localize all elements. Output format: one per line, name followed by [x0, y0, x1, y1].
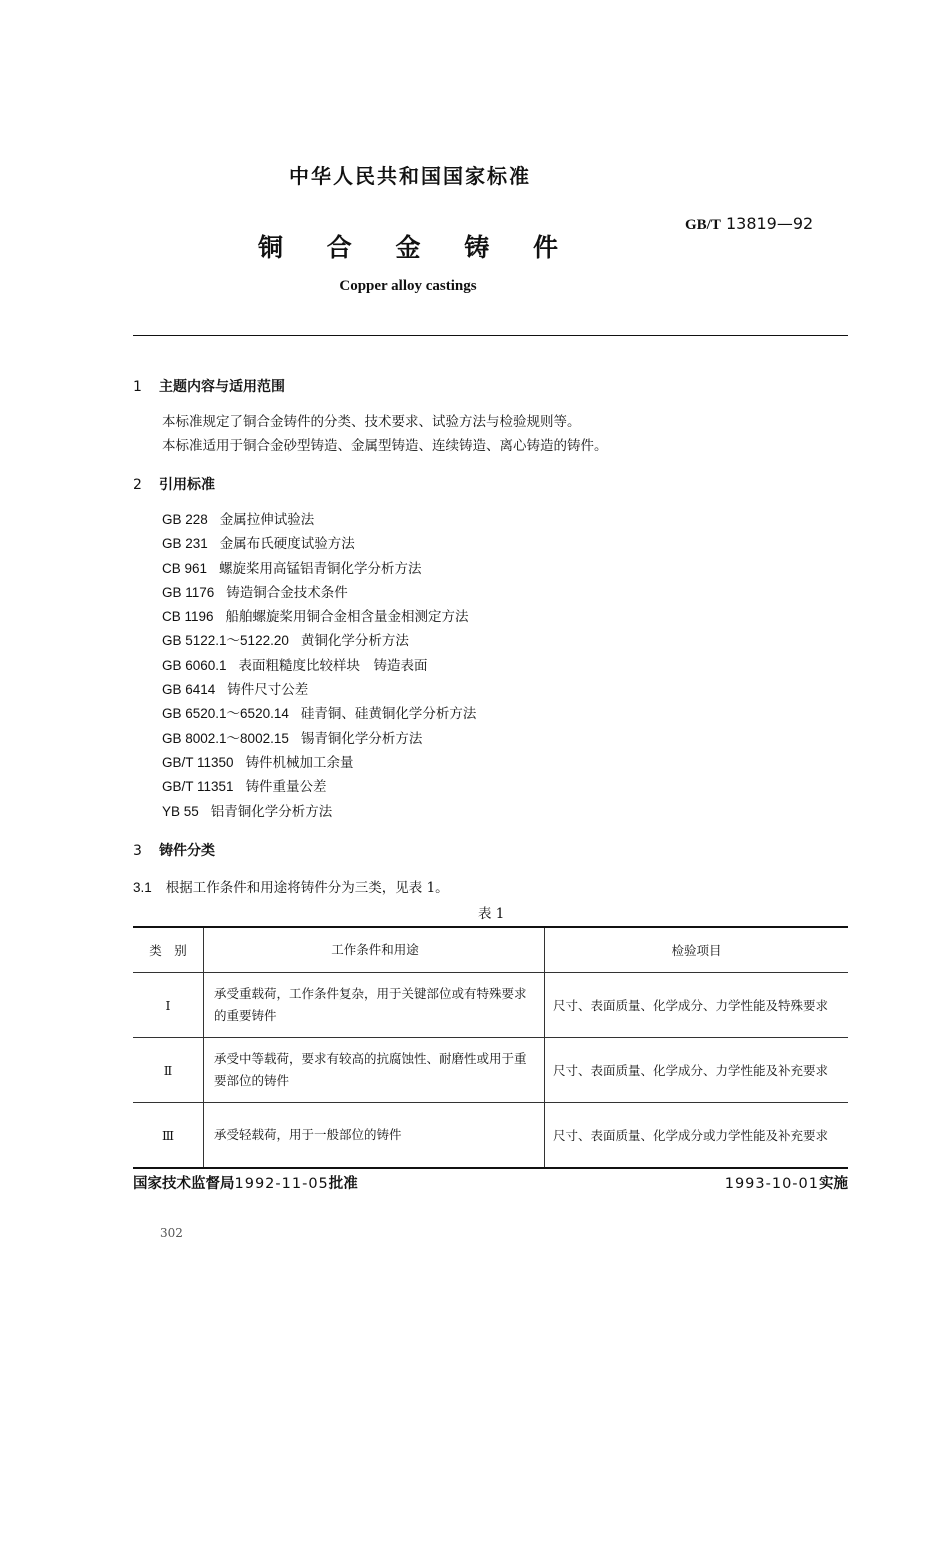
- reference-item: [162, 727, 476, 751]
- reference-item: [162, 751, 476, 775]
- reference-title: 铸件重量公差: [245, 779, 327, 796]
- table-cell-conditions: 承受中等载荷，要求有较高的抗腐蚀性、耐磨性或用于重要部位的铸件: [204, 1038, 545, 1103]
- table-cell-conditions: 承受重载荷，工作条件复杂，用于关键部位或有特殊要求的重要铸件: [204, 973, 545, 1038]
- table-header-row: [133, 927, 848, 973]
- table-row: [133, 1103, 848, 1169]
- reference-item: [162, 581, 476, 605]
- table-header-cell: 工作条件和用途: [204, 927, 545, 973]
- title-char: 件: [532, 233, 558, 262]
- table-header-cell: 类 别: [133, 927, 204, 973]
- title-char: 合: [326, 233, 352, 262]
- header-divider: [133, 335, 848, 336]
- table-cell-inspection: 尺寸、表面质量、化学成分、力学性能及特殊要求: [545, 973, 849, 1038]
- standard-code: [685, 214, 813, 234]
- reference-code: GB 8002.1～8002.15: [162, 730, 289, 746]
- reference-code: GB 228: [162, 512, 208, 527]
- english-title: Copper alloy castings: [339, 278, 477, 294]
- reference-code: YB 55: [162, 803, 199, 819]
- reference-code: GB 231: [162, 536, 208, 552]
- clause-3-1: [133, 876, 449, 896]
- effective-suffix: 实施: [819, 1176, 848, 1192]
- effective-line: [725, 1172, 848, 1193]
- table-caption: 表 1: [478, 906, 505, 922]
- section-1-heading: [133, 376, 285, 396]
- reference-title: 锡青铜化学分析方法: [300, 730, 423, 747]
- section-number: 2: [133, 477, 142, 493]
- section-title: 主题内容与适用范围: [159, 379, 285, 395]
- reference-title: 表面粗糙度比较样块 铸造表面: [238, 657, 428, 674]
- reference-title: 铝青铜化学分析方法: [210, 803, 333, 820]
- reference-title: 黄铜化学分析方法: [300, 633, 409, 650]
- approve-suffix: 批准: [328, 1176, 358, 1192]
- approver: 国家技术监督局: [133, 1176, 235, 1192]
- approval-line: [133, 1172, 358, 1193]
- paragraph: 本标准适用于铜合金砂型铸造、金属型铸造、连续铸造、离心铸造的铸件。: [162, 438, 608, 454]
- reference-title: 金属拉伸试验法: [219, 512, 315, 528]
- classification-table: [133, 926, 848, 1169]
- reference-item: [162, 557, 476, 581]
- title-char: 铸: [464, 233, 490, 262]
- section-title: 铸件分类: [159, 843, 215, 859]
- table-row: [133, 1038, 848, 1103]
- section-title: 引用标准: [159, 477, 215, 493]
- reference-item: [162, 702, 476, 726]
- page-number: 302: [160, 1226, 183, 1240]
- reference-title: 铸件机械加工余量: [245, 754, 354, 771]
- table-cell-class: Ⅰ: [133, 973, 204, 1038]
- reference-title: 硅青铜、硅黄铜化学分析方法: [300, 706, 477, 723]
- reference-code: GB/T 11351: [162, 779, 234, 795]
- paragraph: 本标准规定了铜合金铸件的分类、技术要求、试验方法与检验规则等。: [162, 414, 581, 430]
- reference-title: 船舶螺旋桨用铜合金相含量金相测定方法: [225, 609, 469, 626]
- reference-item: [162, 629, 476, 653]
- reference-title: 铸件尺寸公差: [227, 682, 309, 699]
- clause-text: 根据工作条件和用途将铸件分为三类，见表 1。: [165, 880, 449, 896]
- effective-date: 1993-10-01: [724, 1176, 819, 1192]
- reference-item: [162, 508, 476, 532]
- reference-item: [162, 775, 476, 799]
- reference-item: [162, 654, 476, 678]
- document-title: [258, 228, 558, 264]
- reference-title: 螺旋桨用高锰铝青铜化学分析方法: [219, 560, 422, 577]
- table-cell-class: Ⅲ: [133, 1103, 204, 1169]
- title-char: 金: [395, 233, 421, 262]
- reference-item: [162, 800, 476, 824]
- reference-item: [162, 532, 476, 556]
- reference-list: [162, 508, 476, 824]
- section-2-heading: [133, 474, 215, 494]
- section-number: 3: [133, 843, 142, 859]
- section-3-heading: [133, 840, 215, 860]
- reference-code: GB 6060.1: [162, 657, 227, 673]
- reference-title: 金属布氏硬度试验方法: [219, 536, 355, 553]
- national-standard-heading: 中华人民共和国国家标准: [289, 164, 531, 188]
- reference-code: GB 5122.1～5122.20: [162, 633, 289, 649]
- reference-code: GB 1176: [162, 584, 215, 600]
- table-cell-inspection: 尺寸、表面质量、化学成分或力学性能及补充要求: [545, 1103, 849, 1169]
- reference-code: CB 1196: [162, 609, 214, 625]
- approve-date: 1992-11-05: [234, 1176, 329, 1192]
- standard-number: 13819—92: [725, 214, 814, 233]
- title-char: 铜: [258, 233, 284, 262]
- section-number: 1: [133, 379, 142, 395]
- reference-code: GB 6520.1～6520.14: [162, 706, 289, 722]
- reference-item: [162, 605, 476, 629]
- standard-prefix: GB/T: [685, 217, 721, 233]
- table-cell-conditions: 承受轻载荷，用于一般部位的铸件: [204, 1103, 545, 1169]
- clause-number: 3.1: [133, 880, 152, 895]
- reference-code: GB 6414: [162, 682, 216, 698]
- reference-code: CB 961: [162, 560, 208, 576]
- table-row: [133, 973, 848, 1038]
- table-header-cell: 检验项目: [545, 927, 849, 973]
- reference-title: 铸造铜合金技术条件: [226, 584, 348, 601]
- table-cell-inspection: 尺寸、表面质量、化学成分、力学性能及补充要求: [545, 1038, 849, 1103]
- section-1-body: [162, 410, 608, 458]
- reference-code: GB/T 11350: [162, 754, 234, 770]
- reference-item: [162, 678, 476, 702]
- table-cell-class: Ⅱ: [133, 1038, 204, 1103]
